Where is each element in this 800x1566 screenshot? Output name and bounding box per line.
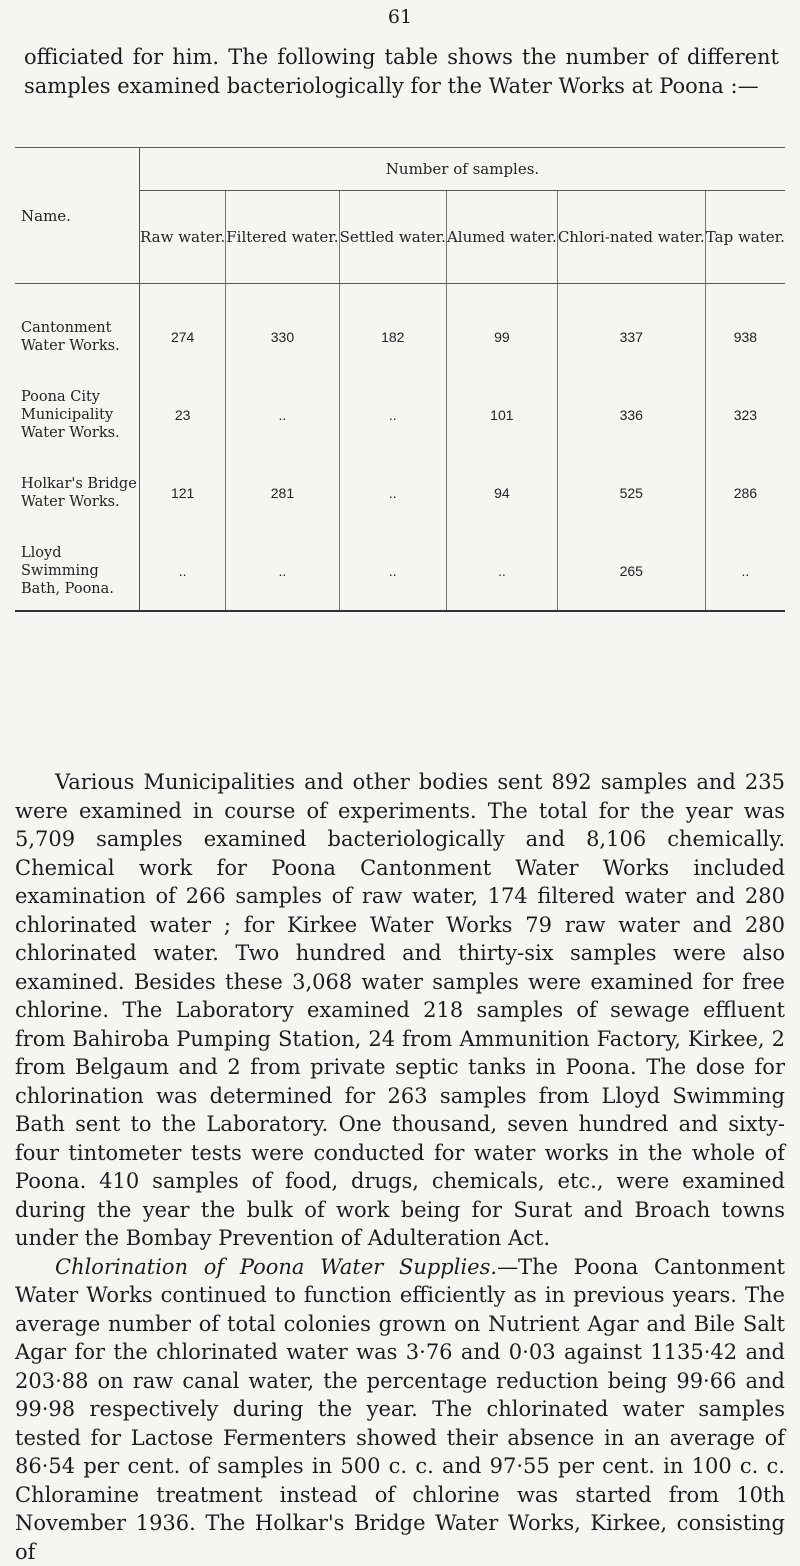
chlorination-heading: Chlorination of Poona Water Supplies. <box>55 1255 497 1279</box>
number-of-samples-header: Number of samples. <box>140 148 786 191</box>
col-header-raw: Raw water. <box>140 191 226 284</box>
name-column-header: Name. <box>15 148 140 284</box>
cell-settled: 182 <box>339 284 446 377</box>
page-number: 61 <box>0 6 800 28</box>
table-row <box>15 532 785 611</box>
cell-chlorinated: 337 <box>557 284 705 377</box>
cell-filtered: .. <box>226 532 339 611</box>
cell-raw: 121 <box>140 454 226 532</box>
chlorination-text: —The Poona Cantonment Water Works continued to function efficiently as in previous years. The average number of total colonies grown on Nutrient Agar and Bile Salt Agar for the chlorinated water was 3·76 and 0·03 against 1135·42 and 203·88 on raw canal water, the percentage reduction being 99·66 and 99·98 respectively during the year. The chlorinated water samples tested for Lactose Fermenters showed their absence in an average of 86·54 per cent. of samples in 500 c. c. and 97·55 per cent. in 100 c. c. Chloramine treatment instead of chlorine was started from 10th November 1936. The Holkar's Bridge Water Works, Kirkee, consisting of <box>15 1255 785 1564</box>
cell-chlorinated: 525 <box>557 454 705 532</box>
table-row <box>15 454 785 532</box>
row-name: Lloyd Swimming Bath, Poona. <box>15 532 140 611</box>
cell-filtered: .. <box>226 376 339 454</box>
row-name: Holkar's Bridge Water Works. <box>15 454 140 532</box>
cell-alumed: 94 <box>446 454 557 532</box>
intro-paragraph <box>24 43 779 100</box>
cell-chlorinated: 336 <box>557 376 705 454</box>
body-text <box>15 768 785 1566</box>
samples-table <box>15 147 785 612</box>
table-row <box>15 376 785 454</box>
col-header-tap: Tap water. <box>705 191 785 284</box>
cell-raw: .. <box>140 532 226 611</box>
row-name: Cantonment Water Works. <box>15 284 140 377</box>
cell-tap: 286 <box>705 454 785 532</box>
cell-tap: 938 <box>705 284 785 377</box>
cell-settled: .. <box>339 454 446 532</box>
cell-chlorinated: 265 <box>557 532 705 611</box>
paragraph-chlorination <box>15 1253 785 1566</box>
cell-settled: .. <box>339 532 446 611</box>
col-header-filtered: Filtered water. <box>226 191 339 284</box>
cell-settled: .. <box>339 376 446 454</box>
cell-filtered: 281 <box>226 454 339 532</box>
table-row <box>15 284 785 377</box>
cell-tap: .. <box>705 532 785 611</box>
row-name: Poona City Municipality Water Works. <box>15 376 140 454</box>
cell-alumed: 99 <box>446 284 557 377</box>
col-header-chlorinated: Chlori-nated water. <box>557 191 705 284</box>
paragraph-municipalities: Various Municipalities and other bodies sent 892 samples and 235 were examined in course of experiments. The total for the year was 5,709 samples examined bacteriologically and 8,106 chemically. Chemical work for Poona Cantonment Water Works included examination of 266 samples of raw water, 174 filtered water and 280 chlorinated water ; for Kirkee Water Works 79 raw water and 280 chlorinated water. Two hundred and thirty-six samples were also examined. Besides these 3,068 water samples were examined for free chlorine. The Laboratory examined 218 samples of sewage effluent from Bahiroba Pumping Station, 24 from Ammunition Factory, Kirkee, 2 from Belgaum and 2 from private septic tanks in Poona. The dose for chlorination was determined for 263 samples from Lloyd Swimming Bath sent to the Laboratory. One thousand, seven hundred and sixty-four tintometer tests were conducted for water works in the whole of Poona. 410 samples of food, drugs, chemicals, etc., were examined during the year the bulk of work being for Surat and Broach towns under the Bombay Prevention of Adulteration Act. <box>15 768 785 1253</box>
col-header-alumed: Alumed water. <box>446 191 557 284</box>
cell-tap: 323 <box>705 376 785 454</box>
col-header-settled: Settled water. <box>339 191 446 284</box>
cell-filtered: 330 <box>226 284 339 377</box>
cell-raw: 274 <box>140 284 226 377</box>
intro-text: officiated for him. The following table shows the number of different samples examined bacteriologically for the Water Works at Poona :— <box>24 43 779 100</box>
cell-raw: 23 <box>140 376 226 454</box>
cell-alumed: .. <box>446 532 557 611</box>
cell-alumed: 101 <box>446 376 557 454</box>
